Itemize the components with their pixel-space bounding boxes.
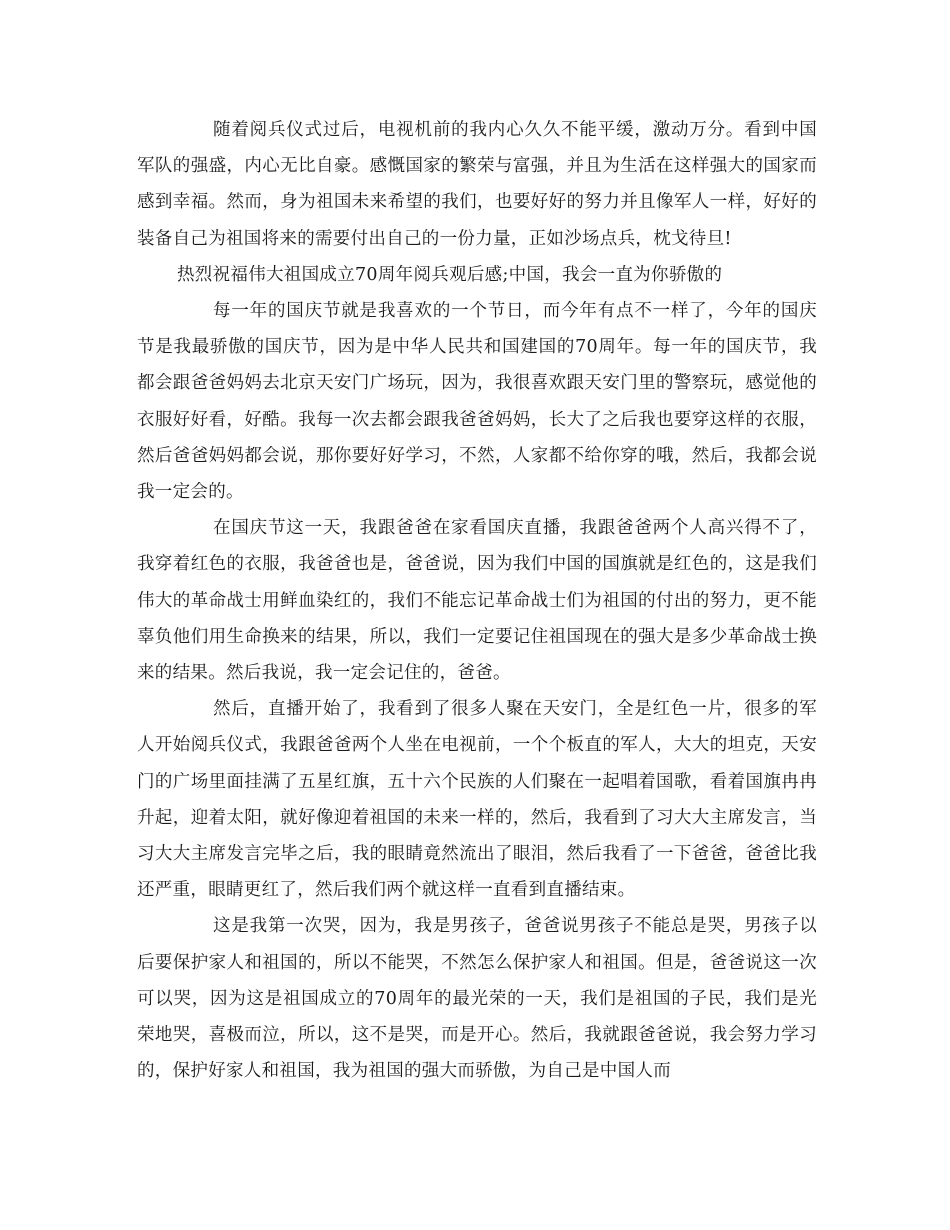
paragraph-4: 然后，直播开始了，我看到了很多人聚在天安门，全是红色一片，很多的军人开始阅兵仪式，我跟爸爸两个人坐在电视前，一个个板直的军人，大大的坦克，天安门的广场里面挂满了五星红旗，五十六个民族的人们聚在一起唱着国歌，看着国旗冉冉升起，迎着太阳，就好像迎着祖国的未来一样的，然后，我看到了习大大主席发言，当习大大主席发言完毕之后，我的眼睛竟然流出了眼泪，然后我看了一下爸爸，爸爸比我还严重，眼睛更红了，然后我们两个就这样一直看到直播结束。 — [137, 699, 817, 901]
paragraph-2: 每一年的国庆节就是我喜欢的一个节日，而今年有点不一样了，今年的国庆节是我最骄傲的国庆节，因为是中华人民共和国建国的70周年。每一年的国庆节，我都会跟爸爸妈妈去北京天安门广场玩，因为，我很喜欢跟天安门里的警察玩，感觉他的衣服好好看，好酷。我每一次去都会跟我爸爸妈妈，长大了之后我也要穿这样的衣服，然后爸爸妈妈都会说，那你要好好学习，不然，人家都不给你穿的哦，然后，我都会说我一定会的。 — [137, 301, 817, 503]
paragraph-5: 这是我第一次哭，因为，我是男孩子，爸爸说男孩子不能总是哭，男孩子以后要保护家人和祖国的，所以不能哭，不然怎么保护家人和祖国。但是，爸爸说这一次可以哭，因为这是祖国成立的70周年的最光荣的一天，我们是祖国的子民，我们是光荣地哭，喜极而泣，所以，这不是哭，而是开心。然后，我就跟爸爸说，我会努力学习的，保护好家人和祖国，我为祖国的强大而骄傲，为自己是中国人而 — [137, 916, 817, 1082]
section-heading: 热烈祝福伟大祖国成立70周年阅兵观后感;中国，我会一直为你骄傲的 — [177, 264, 723, 285]
document-body — [137, 112, 817, 1089]
paragraph-1: 随着阅兵仪式过后，电视机前的我内心久久不能平缓，激动万分。看到中国军队的强盛，内心无比自豪。感慨国家的繁荣与富强，并且为生活在这样强大的国家而感到幸福。然而，身为祖国未来希望的我们，也要好好的努力并且像军人一样，好好的装备自己为祖国将来的需要付出自己的一份力量，正如沙场点兵，枕戈待旦! — [137, 120, 817, 249]
paragraph-3: 在国庆节这一天，我跟爸爸在家看国庆直播，我跟爸爸两个人高兴得不了，我穿着红色的衣服，我爸爸也是，爸爸说，因为我们中国的国旗就是红色的，这是我们伟大的革命战士用鲜血染红的，我们不能忘记革命战士们为祖国的付出的努力，更不能辜负他们用生命换来的结果，所以，我们一定要记住祖国现在的强大是多少革命战士换来的结果。然后我说，我一定会记住的，爸爸。 — [137, 518, 817, 684]
